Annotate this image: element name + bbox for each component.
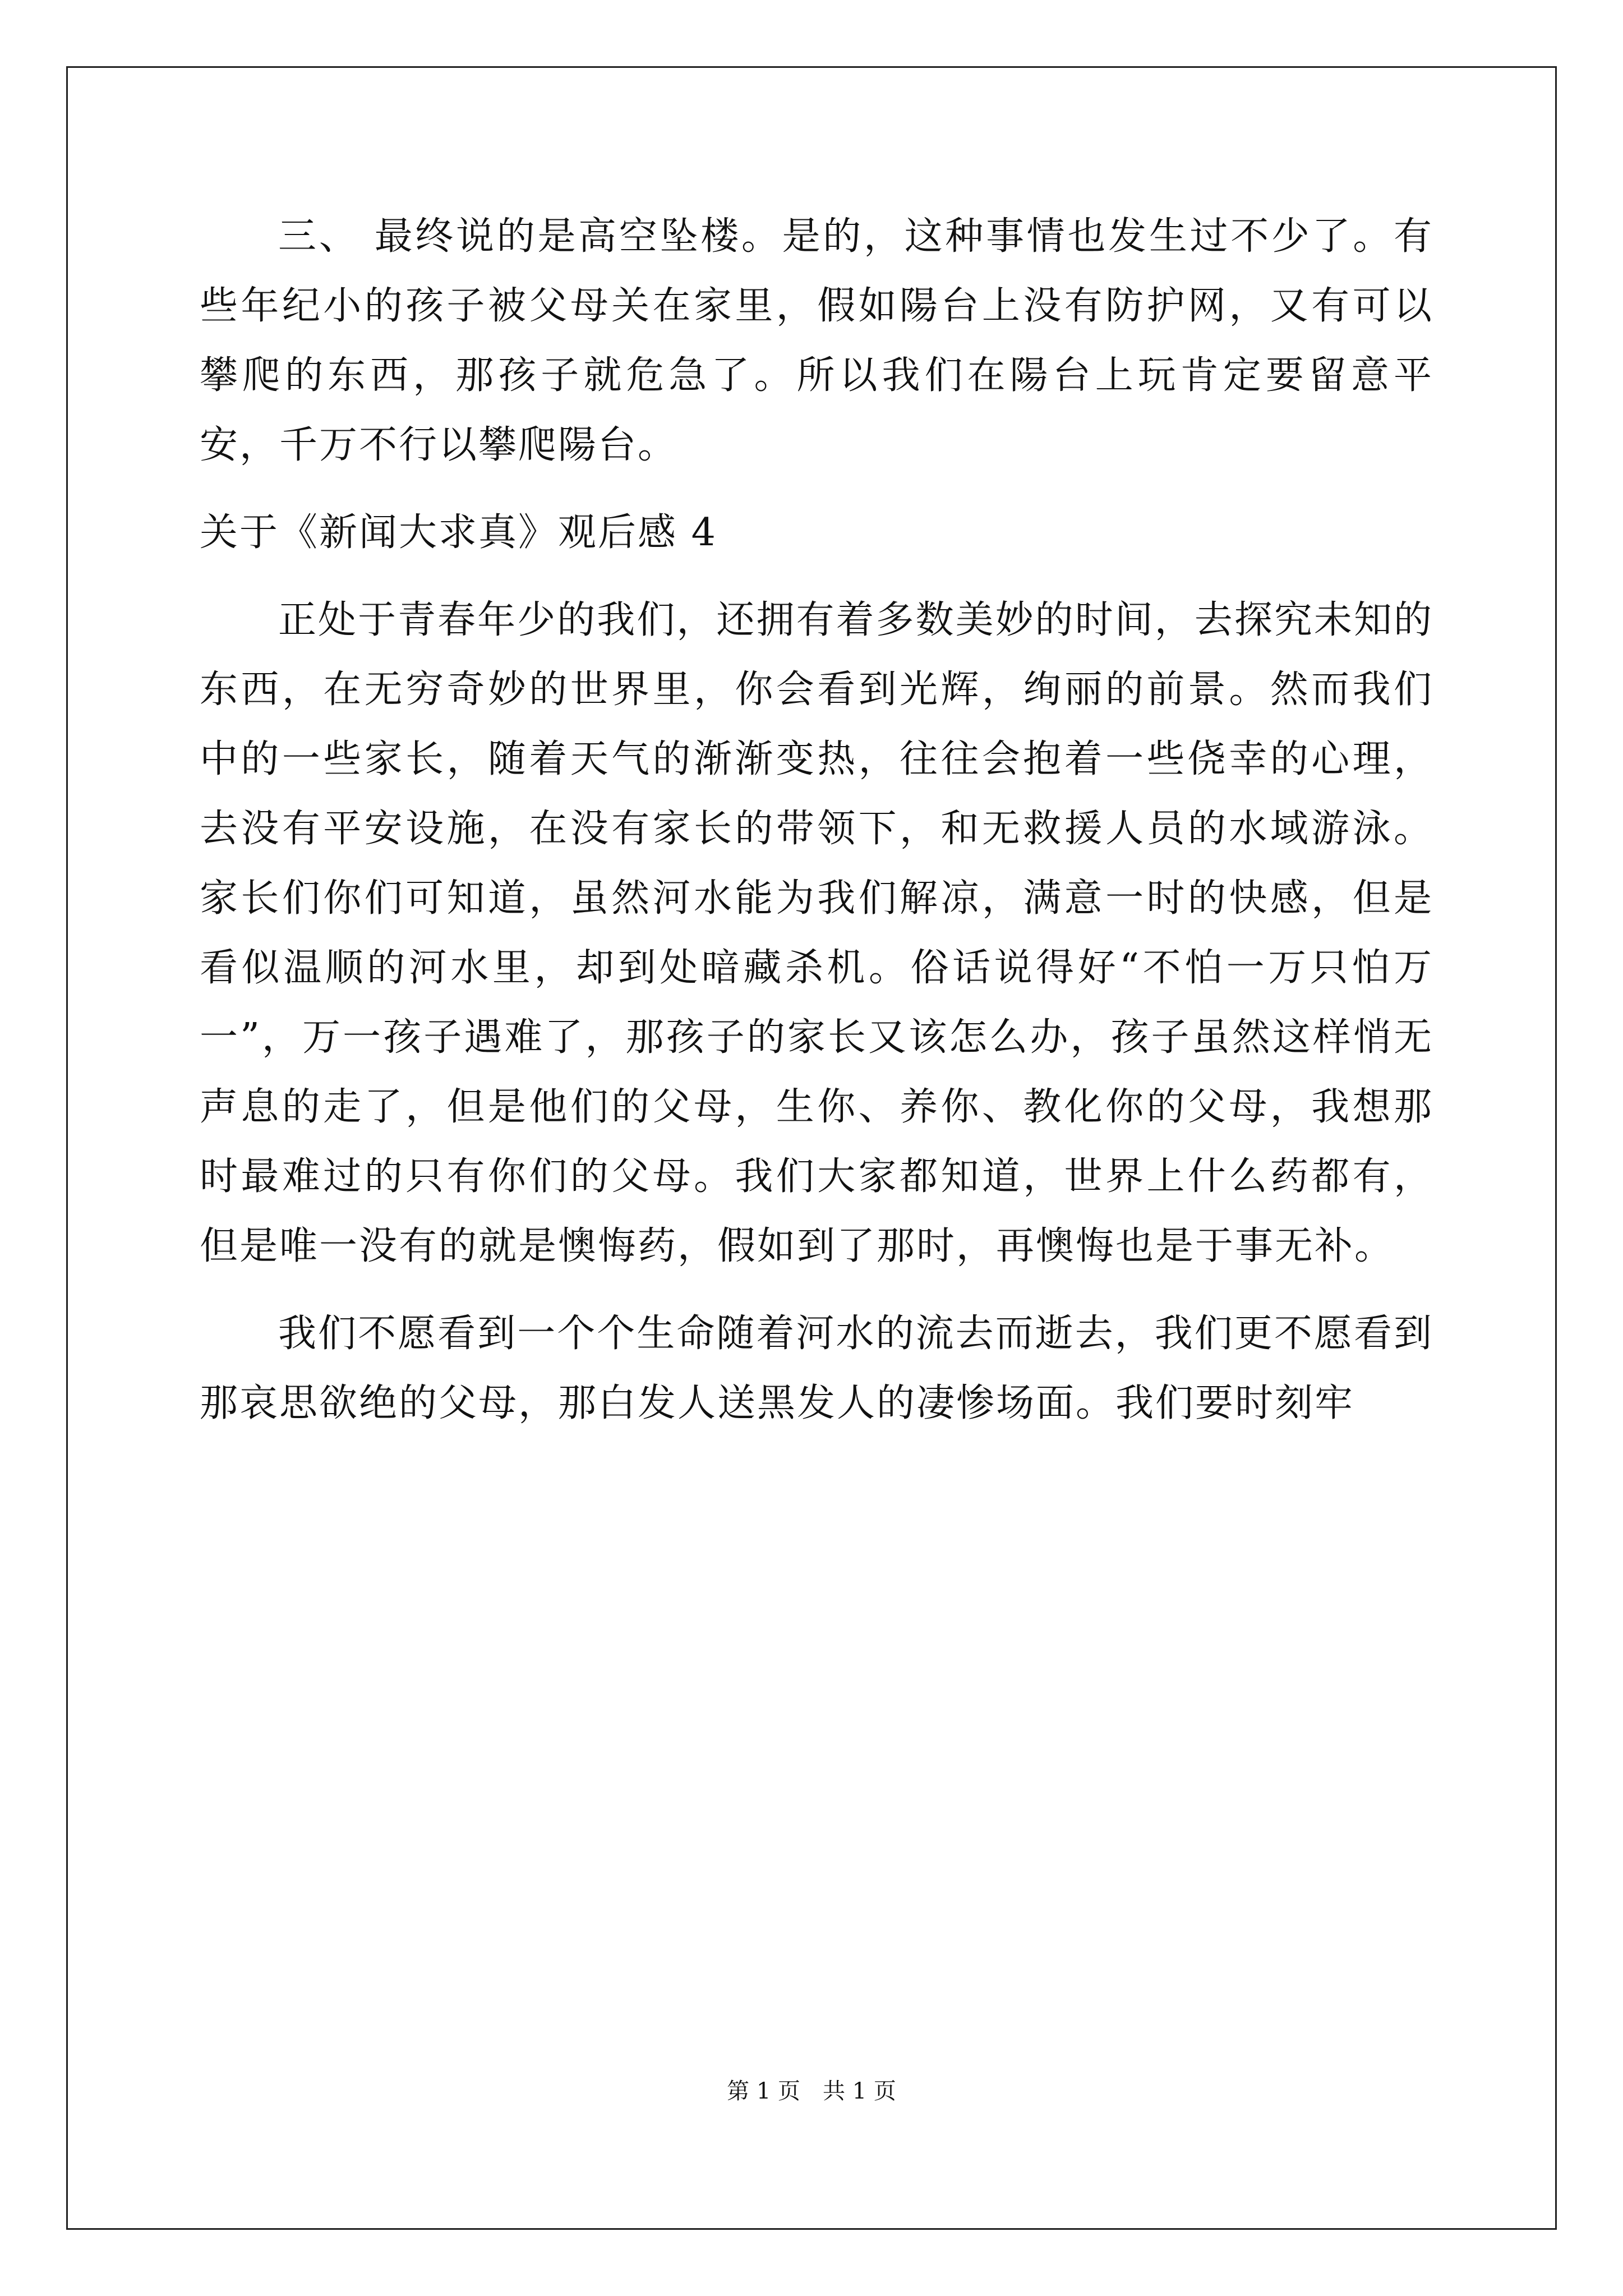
paragraph-gap xyxy=(200,568,1433,586)
paragraph-gap xyxy=(200,480,1433,498)
page-number: 第 1 页 xyxy=(727,2078,800,2104)
paragraph-falling: 三、 最终说的是高空坠楼。是的，这种事情也发生过不少了。有些年纪小的孩子被父母关在家里，假如陽台上没有防护网，又有可以攀爬的东西，那孩子就危急了。所以我们在陽台上玩肯定要留意平安，千万不行以攀爬陽台。 xyxy=(200,214,1433,467)
paragraph-swimming: 正处于青春年少的我们，还拥有着多数美妙的时间，去探究未知的东西，在无穷奇妙的世界里，你会看到光辉，绚丽的前景。然而我们中的一些家长，随着天气的渐渐变热，往往会抱着一些侥幸的心理，去没有平安设施，在没有家长的带领下，和无救援人员的水域游泳。家长们你们可知道，虽然河水能为我们解凉，满意一时的快感，但是看似温顺的河水里，却到处暗藏杀机。俗话说得好“不怕一万只怕万一”，万一孩子遇难了，那孩子的家长又该怎么办，孩子虽然这样悄无声息的走了，但是他们的父母，生你、养你、教化你的父母，我想那时最难过的只有你们的父母。我们大家都知道，世界上什么药都有，但是唯一没有的就是懊悔药，假如到了那时，再懊悔也是于事无补。 xyxy=(200,598,1433,1268)
page-footer xyxy=(0,2076,1623,2107)
document-body xyxy=(200,202,1433,1438)
section-heading: 关于《新闻大求真》观后感 4 xyxy=(200,510,717,555)
paragraph-closing: 我们不愿看到一个个生命随着河水的流去而逝去，我们更不愿看到那哀思欲绝的父母，那白发人送黑发人的凄惨场面。我们要时刻牢 xyxy=(200,1312,1433,1425)
page-total: 共 1 页 xyxy=(823,2078,896,2104)
paragraph-gap xyxy=(200,1281,1433,1299)
